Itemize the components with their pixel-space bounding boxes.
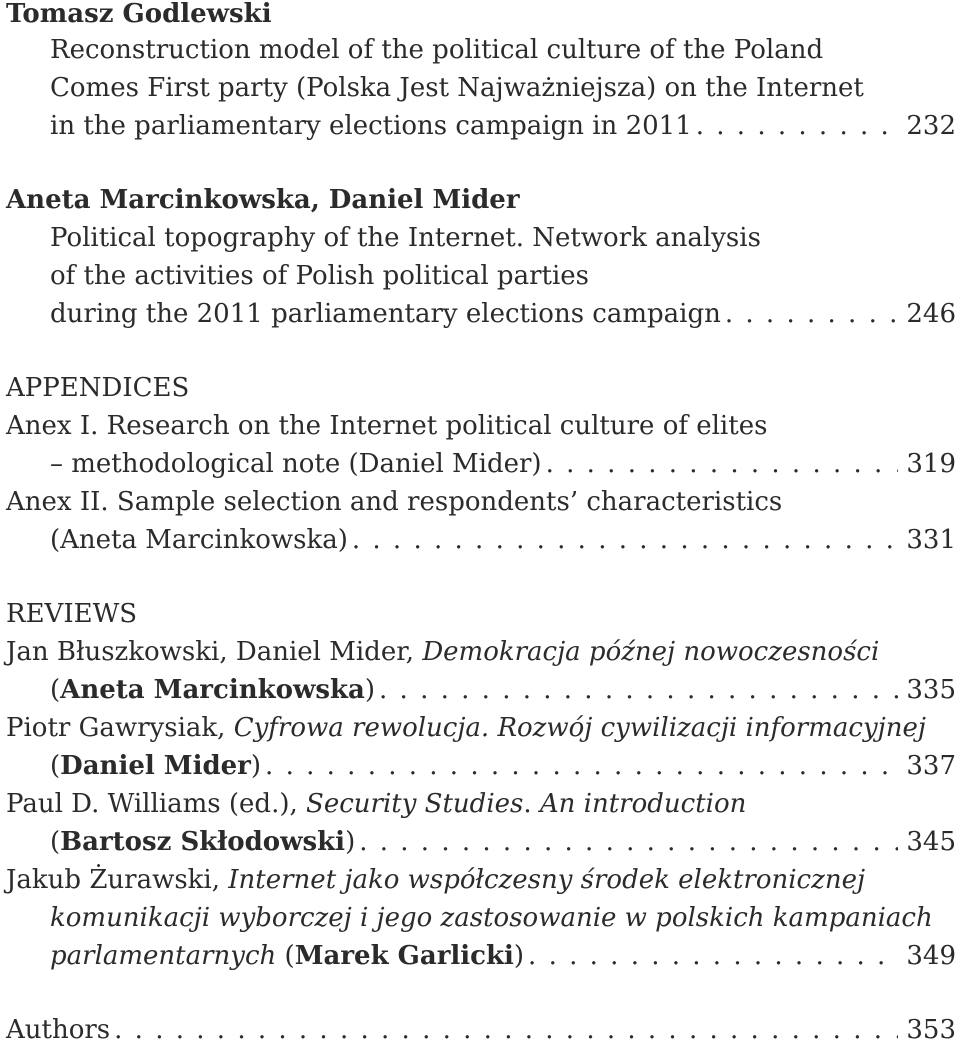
review-line [6, 786, 960, 822]
entry-title-line: in the parliamentary elections campaign in 2011 [50, 111, 692, 141]
appendix-line: Anex I. Research on the Internet political culture of elites [6, 411, 768, 441]
review-line [6, 710, 960, 746]
paren: ( [50, 827, 61, 857]
review-title: An introduction [539, 789, 747, 819]
reviewer-name: Aneta Marcinkowska [60, 675, 365, 705]
toc-entry[interactable] [50, 522, 960, 558]
review-reviewer-line [50, 672, 375, 708]
reviewer-name: Marek Garlicki [294, 941, 514, 971]
entry-title-line: during the 2011 parliamentary elections campaign [50, 299, 721, 329]
leader-dots [725, 296, 898, 332]
appendix-line: (Aneta Marcinkowska) [50, 525, 348, 555]
toc-entry[interactable] [50, 672, 960, 708]
entry-author: Tomasz Godlewski [6, 0, 272, 29]
toc-entry[interactable] [50, 938, 960, 974]
review-reviewer-line [50, 938, 524, 974]
paren: ) [364, 675, 376, 705]
paren: ( [50, 675, 61, 705]
entry-title-line: Comes First party (Polska Jest Najważniejsza) on the Internet [50, 73, 864, 103]
entry-title-line: Political topography of the Internet. Network analysis [50, 223, 761, 253]
section-heading-reviews: REVIEWS [6, 599, 138, 629]
toc-entry[interactable] [50, 748, 960, 784]
reviewer-name: Daniel Mider [60, 751, 251, 781]
page-number: 319 [906, 449, 956, 479]
paren: ( [50, 751, 61, 781]
review-authors: Paul D. Williams (ed.), [6, 789, 307, 819]
review-authors: Jan Błuszkowski, Daniel Mider, [6, 637, 423, 667]
page-number: 331 [906, 525, 956, 555]
review-title-sep: . [523, 789, 540, 819]
toc-entry[interactable] [50, 108, 960, 144]
review-reviewer-line [50, 824, 355, 860]
review-title: Security Studies [306, 789, 524, 819]
leader-dots [359, 824, 898, 860]
appendix-line: Anex II. Sample selection and respondents’ characteristics [6, 487, 783, 517]
section-heading-appendices: APPENDICES [6, 373, 190, 403]
review-title: Demokracja późnej nowoczesności [422, 637, 880, 667]
review-authors: Piotr Gawrysiak, [6, 713, 234, 743]
review-line [6, 634, 960, 670]
entry-author: Aneta Marcinkowska, Daniel Mider [6, 185, 520, 215]
entry-title-line: of the activities of Polish political parties [50, 261, 589, 291]
leader-dots [265, 748, 898, 784]
review-line [6, 862, 960, 898]
entry-title-line: Reconstruction model of the political culture of the Poland [50, 35, 824, 65]
authors-label: Authors [6, 1015, 111, 1045]
page-number: 337 [906, 751, 956, 781]
paren: ) [513, 941, 525, 971]
toc-entry[interactable] [50, 446, 960, 482]
review-reviewer-line [50, 748, 261, 784]
reviewer-name: Bartosz Skłodowski [60, 827, 346, 857]
review-title: Internet jako współczesny środek elektronicznej [228, 865, 866, 895]
leader-dots [696, 108, 899, 144]
review-title: Cyfrowa rewolucja. Rozwój cywilizacji informacyjnej [233, 713, 926, 743]
paren: ) [250, 751, 262, 781]
leader-dots [528, 938, 898, 974]
review-title: parlamentarnych [50, 941, 277, 971]
paren: ( [276, 941, 295, 971]
leader-dots [546, 446, 899, 482]
page-number: 246 [906, 299, 956, 329]
page-number: 232 [906, 111, 956, 141]
paren: ) [345, 827, 356, 857]
toc-entry[interactable] [50, 824, 960, 860]
appendix-line: – methodological note (Daniel Mider) [50, 449, 542, 479]
review-title: komunikacji wyborczej i jego zastosowanie w polskich kampaniach [50, 903, 933, 933]
page-number: 349 [906, 941, 956, 971]
review-authors: Jakub Żurawski, [6, 865, 229, 895]
page-number: 353 [906, 1015, 956, 1045]
page-number: 335 [906, 675, 956, 705]
leader-dots [352, 522, 899, 558]
page-number: 345 [906, 827, 956, 857]
toc-entry[interactable] [50, 296, 960, 332]
leader-dots [379, 672, 898, 708]
